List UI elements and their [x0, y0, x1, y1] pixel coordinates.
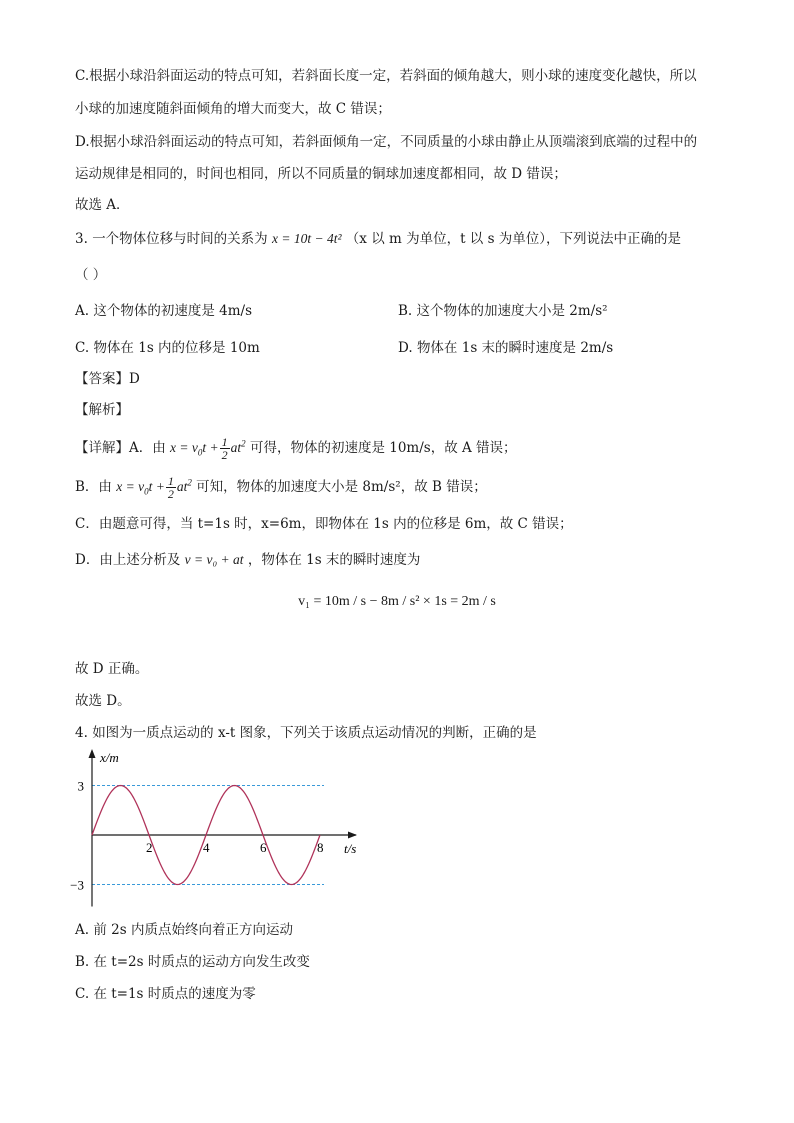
- q3-detail-c: C．由题意可得，当 t=1s 时，x=6m，即物体在 1s 内的位移是 6m，故 C 错误；: [75, 516, 573, 532]
- detail-a-post: 可得，物体的初速度是 10m/s，故 A 错误；: [249, 440, 517, 456]
- q3-stem: [75, 229, 681, 249]
- option-label: D.: [398, 340, 413, 356]
- y-tick-label-0: 3: [77, 778, 84, 794]
- option-label: B.: [75, 954, 90, 970]
- q3-option-d[interactable]: [398, 338, 613, 358]
- q3-answer-tag: 【答案】D: [75, 371, 140, 387]
- option-text: 前 2s 内质点始终向着正方向运动: [93, 922, 293, 938]
- prev-choose: 故选 A．: [75, 197, 130, 213]
- q4-stem: [75, 723, 537, 743]
- detail-d-formula: v = v₀ + at: [184, 552, 244, 567]
- option-label: A.: [75, 303, 90, 319]
- option-text: 在 t=2s 时质点的运动方向发生改变: [93, 954, 310, 970]
- q3-detail-equation: v₁ = 10m / s − 8m / s² × 1s = 2m / s: [298, 594, 496, 609]
- option-text: 这个物体的加速度大小是 2m/s²: [416, 303, 608, 319]
- q3-option-a[interactable]: [75, 301, 252, 321]
- option-text: 物体在 1s 末的瞬时速度是 2m/s: [416, 340, 614, 356]
- prev-c-line-1: C.根据小球沿斜面运动的特点可知，若斜面长度一定，若斜面的倾角越大，则小球的速度变化越快，所以: [75, 68, 697, 84]
- q3-number: 3.: [75, 231, 88, 247]
- y-axis-label: x/m: [100, 750, 119, 765]
- detail-a-pre: 【详解】A．由: [75, 440, 166, 456]
- y-tick-label-1: −3: [70, 877, 84, 893]
- q3-choose: 故选 D。: [75, 693, 131, 709]
- x-tick-label-4: 4: [203, 840, 210, 855]
- x-tick-label-8: 8: [317, 840, 324, 855]
- y-axis-arrow: [89, 749, 96, 758]
- q3-analysis-tag: 【解析】: [75, 402, 129, 418]
- detail-d-pre: D．由上述分析及: [75, 552, 181, 568]
- option-text: 在 t=1s 时质点的速度为零: [93, 986, 256, 1002]
- detail-b-pre: B．由: [75, 479, 112, 495]
- detail-b-post: 可知，物体的加速度大小是 8m/s²，故 B 错误；: [196, 479, 487, 495]
- q3-stem-b: （x 以 m 为单位，t 以 s 为单位），下列说法中正确的是: [345, 231, 682, 247]
- xt-graph: [60, 745, 370, 915]
- x-tick-label-6: 6: [260, 840, 267, 855]
- q3-detail-b: [75, 474, 487, 500]
- q3-formula: x = 10t − 4t²: [271, 231, 342, 246]
- prev-d-line-2: 运动规律是相同的，时间也相同，所以不同质量的铜球加速度都相同，故 D 错误；: [75, 166, 567, 182]
- q3-answer-paren: （ ）: [75, 267, 107, 283]
- q4-option-b[interactable]: [75, 952, 310, 972]
- q3-conclusion: 故 D 正确。: [75, 661, 149, 677]
- option-label: C.: [75, 986, 90, 1002]
- option-label: A.: [75, 922, 90, 938]
- prev-d-line-1: D.根据小球沿斜面运动的特点可知，若斜面倾角一定，不同质量的小球由静止从顶端滚到底端的过程中的: [75, 134, 698, 150]
- x-tick-label-2: 2: [146, 840, 153, 855]
- option-text: 物体在 1s 内的位移是 10m: [93, 340, 260, 356]
- option-text: 这个物体的初速度是 4m/s: [93, 303, 253, 319]
- q4-option-c[interactable]: [75, 984, 256, 1004]
- x-axis-label: t/s: [344, 841, 357, 856]
- detail-b-formula: $x = v_0t$ + $\frac{1}{2}$ $at^2$: [116, 474, 192, 502]
- q3-detail-a: [75, 435, 517, 461]
- q3-detail-d: [75, 550, 420, 570]
- q3-option-b[interactable]: [398, 301, 608, 321]
- detail-a-formula: $x = v_0t$ + $\frac{1}{2}$ $at^2$: [170, 435, 246, 463]
- q3-stem-a: 一个物体位移与时间的关系为: [92, 231, 268, 247]
- detail-d-post: ，物体在 1s 末的瞬时速度为: [247, 552, 421, 568]
- x-axis-arrow: [348, 832, 357, 839]
- q4-number: 4.: [75, 725, 88, 741]
- option-label: C.: [75, 340, 90, 356]
- q4-stem-text: 如图为一质点运动的 x-t 图象，下列关于该质点运动情况的判断，正确的是: [92, 725, 537, 741]
- option-label: B.: [398, 303, 413, 319]
- prev-c-line-2: 小球的加速度随斜面倾角的增大而变大，故 C 错误；: [75, 101, 391, 117]
- q4-option-a[interactable]: [75, 920, 293, 940]
- q3-option-c[interactable]: [75, 338, 260, 358]
